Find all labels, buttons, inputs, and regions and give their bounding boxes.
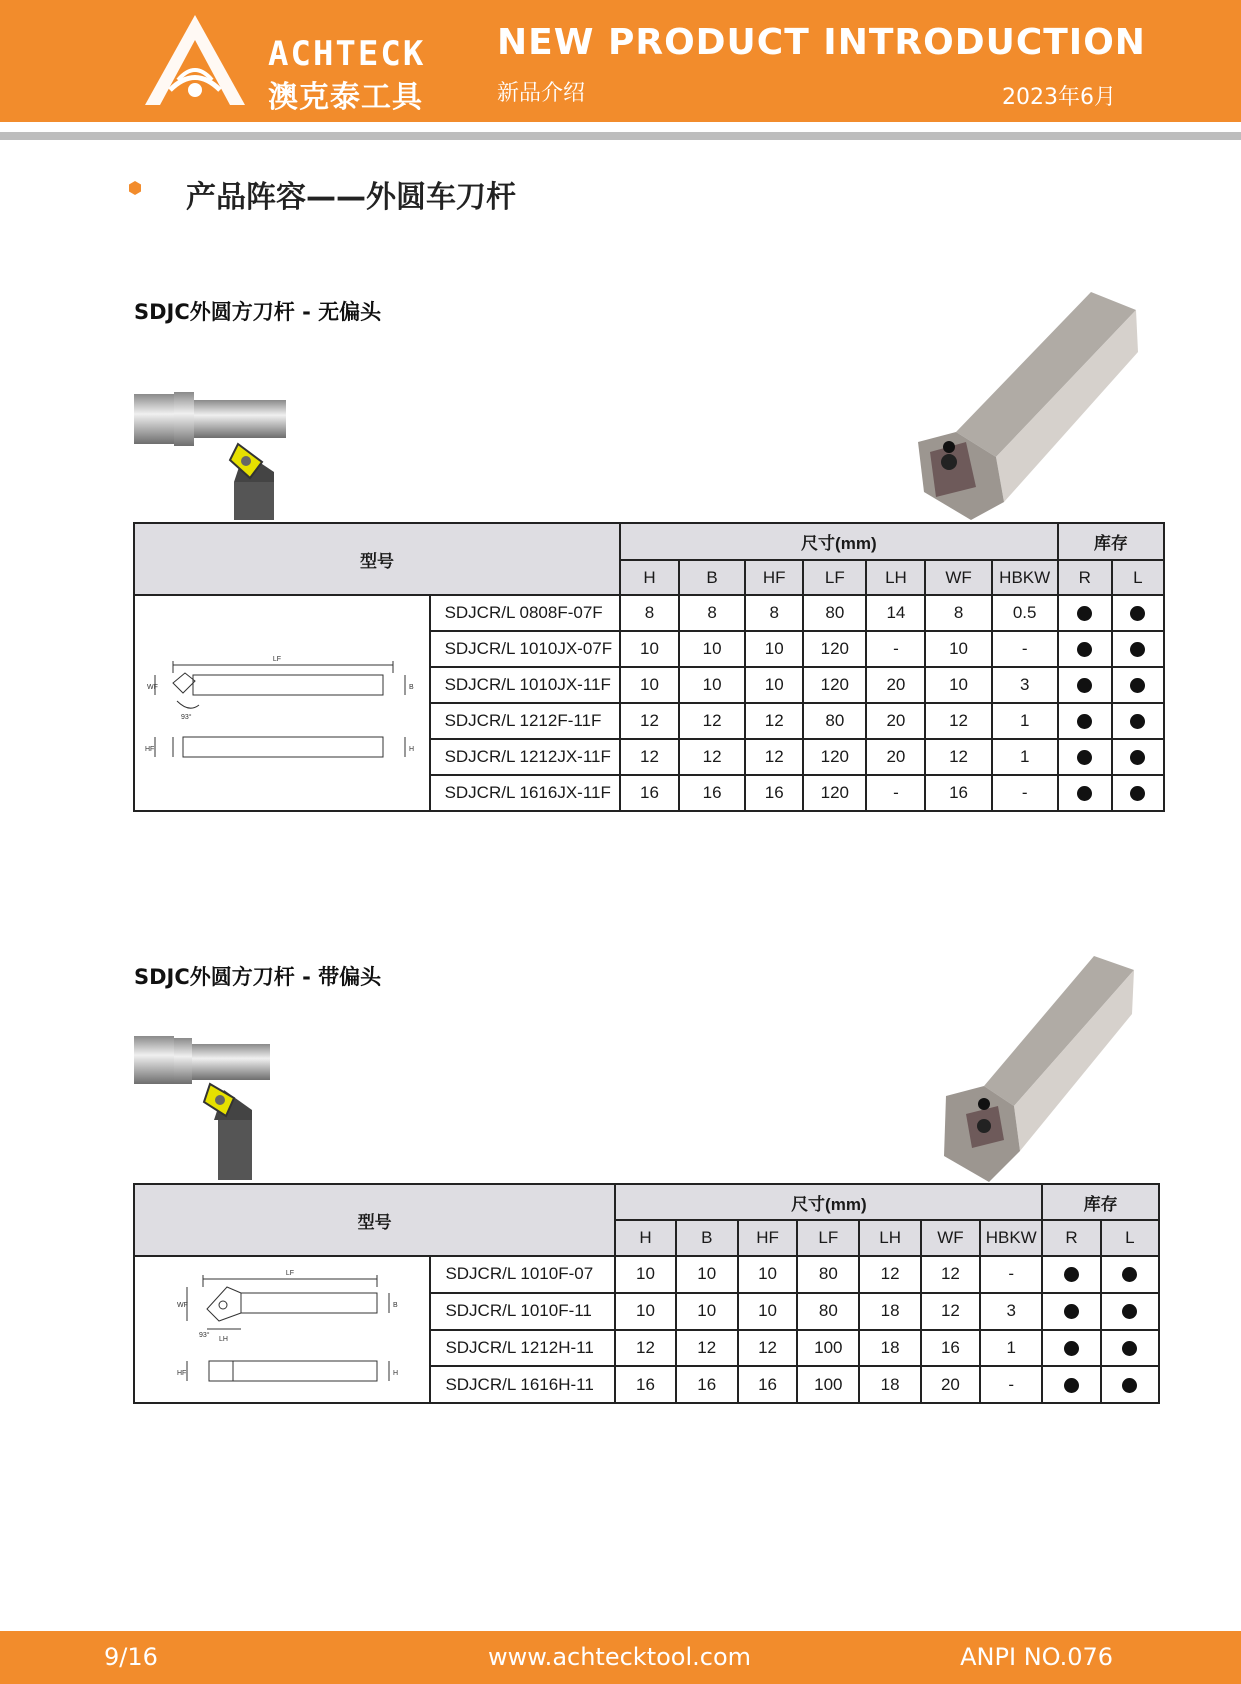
dimension-value: 3 xyxy=(992,667,1058,703)
dimension-drawing-cell-2 xyxy=(134,1256,430,1403)
dimension-value: 80 xyxy=(797,1293,859,1330)
in-stock-dot-icon xyxy=(1122,1341,1137,1356)
table-row xyxy=(134,1256,1159,1293)
model-code: SDJCR/L 1616JX-11F xyxy=(430,775,620,811)
dimension-value: - xyxy=(992,775,1058,811)
label-h-2: H xyxy=(393,1370,399,1377)
stock-cell xyxy=(1042,1366,1100,1403)
dimension-value: 80 xyxy=(797,1256,859,1293)
dimension-value: 12 xyxy=(745,739,803,775)
dimension-value: 8 xyxy=(745,595,803,631)
model-header: 型号 xyxy=(134,523,620,595)
label-h: H xyxy=(408,745,414,753)
stock-cell xyxy=(1058,631,1112,667)
dimension-value: 120 xyxy=(803,739,866,775)
label-b: B xyxy=(408,683,414,691)
dimension-value: 18 xyxy=(859,1330,920,1367)
dimension-value: 12 xyxy=(620,739,679,775)
dimension-value: - xyxy=(980,1256,1042,1293)
toolholder-dimension-drawing-2 xyxy=(137,1257,427,1397)
column-header: R xyxy=(1042,1220,1100,1256)
column-header: HF xyxy=(738,1220,797,1256)
label-angle: 93° xyxy=(180,713,192,721)
section-title: 产品阵容——外圆车刀杆 xyxy=(186,180,516,215)
in-stock-dot-icon xyxy=(1077,678,1092,693)
in-stock-dot-icon xyxy=(1077,786,1092,801)
label-hf: HF xyxy=(144,745,155,753)
dimension-value: 10 xyxy=(620,667,679,703)
in-stock-dot-icon xyxy=(1077,750,1092,765)
column-header: B xyxy=(676,1220,738,1256)
in-stock-dot-icon xyxy=(1064,1304,1079,1319)
dimension-value: 120 xyxy=(803,631,866,667)
label-hf-2: HF xyxy=(177,1370,187,1377)
dimension-value: 12 xyxy=(620,703,679,739)
dimension-value: 16 xyxy=(925,775,991,811)
dimension-value: 0.5 xyxy=(992,595,1058,631)
dimension-value: 8 xyxy=(925,595,991,631)
dimension-value: 10 xyxy=(676,1256,738,1293)
dimension-value: 14 xyxy=(866,595,925,631)
dimension-value: 10 xyxy=(745,631,803,667)
stock-cell xyxy=(1101,1256,1159,1293)
dimension-value: 12 xyxy=(676,1330,738,1367)
brand-name-en: ACHTECK xyxy=(268,34,426,74)
dimension-header-2: 尺寸(mm) xyxy=(615,1184,1042,1220)
stock-cell xyxy=(1042,1256,1100,1293)
dimension-value: 100 xyxy=(797,1366,859,1403)
column-header: HBKW xyxy=(992,560,1058,595)
in-stock-dot-icon xyxy=(1077,642,1092,657)
dimension-value: 10 xyxy=(615,1293,675,1330)
stock-cell xyxy=(1042,1330,1100,1367)
model-code: SDJCR/L 1010F-07 xyxy=(430,1256,615,1293)
dimension-value: 8 xyxy=(679,595,745,631)
dimension-value: 16 xyxy=(921,1330,980,1367)
dimension-value: 10 xyxy=(925,667,991,703)
label-b-2: B xyxy=(393,1302,398,1309)
label-wf: WF xyxy=(146,683,158,691)
stock-cell xyxy=(1112,595,1164,631)
bullet-hexagon-icon xyxy=(128,181,142,195)
column-header: LF xyxy=(797,1220,859,1256)
dimension-value: 10 xyxy=(738,1256,797,1293)
in-stock-dot-icon xyxy=(1122,1304,1137,1319)
dimension-value: 12 xyxy=(921,1293,980,1330)
dimension-value: 10 xyxy=(679,631,745,667)
dimension-value: 12 xyxy=(745,703,803,739)
dimension-value: 12 xyxy=(859,1256,920,1293)
dimension-value: 1 xyxy=(980,1330,1042,1367)
in-stock-dot-icon xyxy=(1130,714,1145,729)
stock-cell xyxy=(1058,667,1112,703)
in-stock-dot-icon xyxy=(1130,606,1145,621)
dimension-value: 16 xyxy=(738,1366,797,1403)
label-lf-2: LF xyxy=(286,1270,295,1277)
in-stock-dot-icon xyxy=(1122,1267,1137,1282)
dimension-header: 尺寸(mm) xyxy=(620,523,1058,560)
spec-table-2 xyxy=(133,1183,1160,1404)
dimension-value: - xyxy=(866,775,925,811)
column-header: WF xyxy=(925,560,991,595)
dimension-value: - xyxy=(992,631,1058,667)
stock-cell xyxy=(1101,1330,1159,1367)
toolholder-photo-2 xyxy=(944,956,1136,1182)
in-stock-dot-icon xyxy=(1122,1378,1137,1393)
stock-cell xyxy=(1042,1293,1100,1330)
dimension-value: 10 xyxy=(615,1256,675,1293)
dimension-value: 1 xyxy=(992,703,1058,739)
model-code: SDJCR/L 1212JX-11F xyxy=(430,739,620,775)
dimension-value: 16 xyxy=(745,775,803,811)
header-divider xyxy=(0,132,1241,140)
in-stock-dot-icon xyxy=(1077,606,1092,621)
in-stock-dot-icon xyxy=(1077,714,1092,729)
dimension-value: 10 xyxy=(745,667,803,703)
stock-cell xyxy=(1058,703,1112,739)
column-header: B xyxy=(679,560,745,595)
column-header: HF xyxy=(745,560,803,595)
brand-name-cn: 澳克泰工具 xyxy=(268,80,423,115)
dimension-value: 12 xyxy=(615,1330,675,1367)
model-code: SDJCR/L 1010F-11 xyxy=(430,1293,615,1330)
toolholder-photo xyxy=(916,292,1142,520)
model-header-2: 型号 xyxy=(134,1184,615,1256)
label-angle-2: 93° xyxy=(199,1332,210,1339)
stock-cell xyxy=(1101,1366,1159,1403)
in-stock-dot-icon xyxy=(1130,642,1145,657)
dimension-value: 10 xyxy=(676,1293,738,1330)
label-lh-2: LH xyxy=(219,1336,229,1343)
turning-application-photo xyxy=(134,392,294,520)
dimension-value: 18 xyxy=(859,1366,920,1403)
dimension-value: 12 xyxy=(925,739,991,775)
dimension-value: 12 xyxy=(925,703,991,739)
stock-cell xyxy=(1112,739,1164,775)
in-stock-dot-icon xyxy=(1130,678,1145,693)
model-code: SDJCR/L 0808F-07F xyxy=(430,595,620,631)
model-code: SDJCR/L 1010JX-11F xyxy=(430,667,620,703)
dimension-value: 12 xyxy=(679,703,745,739)
dimension-value: 8 xyxy=(620,595,679,631)
dimension-value: 10 xyxy=(925,631,991,667)
in-stock-dot-icon xyxy=(1130,750,1145,765)
stock-cell xyxy=(1058,739,1112,775)
dimension-value: 10 xyxy=(738,1293,797,1330)
stock-cell xyxy=(1112,667,1164,703)
stock-cell xyxy=(1112,775,1164,811)
column-header: L xyxy=(1101,1220,1159,1256)
stock-cell xyxy=(1058,775,1112,811)
dimension-value: - xyxy=(866,631,925,667)
spec-table-1 xyxy=(133,522,1165,812)
column-header: LH xyxy=(859,1220,920,1256)
label-lf: LF xyxy=(272,655,281,663)
page-number: 9/16 xyxy=(104,1643,158,1671)
in-stock-dot-icon xyxy=(1064,1378,1079,1393)
dimension-value: 20 xyxy=(866,667,925,703)
dimension-value: 12 xyxy=(921,1256,980,1293)
header-date: 2023年6月 xyxy=(1002,85,1116,110)
dimension-value: 10 xyxy=(620,631,679,667)
dimension-value: 20 xyxy=(866,703,925,739)
table2-title: SDJC外圆方刀杆 - 带偏头 xyxy=(134,965,382,989)
label-wf-2: WF xyxy=(177,1302,189,1309)
dimension-value: 16 xyxy=(679,775,745,811)
dimension-value: 16 xyxy=(620,775,679,811)
column-header: LF xyxy=(803,560,866,595)
dimension-value: 120 xyxy=(803,775,866,811)
column-header: H xyxy=(615,1220,675,1256)
anpi-number: ANPI NO.076 xyxy=(960,1643,1113,1671)
dimension-value: 3 xyxy=(980,1293,1042,1330)
dimension-drawing-cell xyxy=(134,595,430,811)
column-header: WF xyxy=(921,1220,980,1256)
column-header: R xyxy=(1058,560,1112,595)
column-header: L xyxy=(1112,560,1164,595)
model-code: SDJCR/L 1616H-11 xyxy=(430,1366,615,1403)
website-url[interactable]: www.achtecktool.com xyxy=(488,1643,752,1671)
dimension-value: - xyxy=(980,1366,1042,1403)
toolholder-dimension-drawing xyxy=(137,601,427,801)
in-stock-dot-icon xyxy=(1064,1341,1079,1356)
dimension-value: 16 xyxy=(676,1366,738,1403)
stock-header: 库存 xyxy=(1058,523,1164,560)
dimension-value: 1 xyxy=(992,739,1058,775)
stock-cell xyxy=(1112,631,1164,667)
dimension-value: 80 xyxy=(803,703,866,739)
dimension-value: 18 xyxy=(859,1293,920,1330)
column-header: H xyxy=(620,560,679,595)
stock-cell xyxy=(1058,595,1112,631)
table-row xyxy=(134,595,1164,631)
dimension-value: 80 xyxy=(803,595,866,631)
dimension-value: 100 xyxy=(797,1330,859,1367)
column-header: LH xyxy=(866,560,925,595)
stock-cell xyxy=(1112,703,1164,739)
dimension-value: 20 xyxy=(921,1366,980,1403)
stock-cell xyxy=(1101,1293,1159,1330)
dimension-value: 20 xyxy=(866,739,925,775)
model-code: SDJCR/L 1212F-11F xyxy=(430,703,620,739)
turning-application-photo-2 xyxy=(134,1036,274,1180)
in-stock-dot-icon xyxy=(1064,1267,1079,1282)
dimension-value: 12 xyxy=(679,739,745,775)
table1-title: SDJC外圆方刀杆 - 无偏头 xyxy=(134,300,382,324)
header-subtitle: 新品介绍 xyxy=(497,81,586,106)
dimension-value: 12 xyxy=(738,1330,797,1367)
column-header: HBKW xyxy=(980,1220,1042,1256)
model-code: SDJCR/L 1212H-11 xyxy=(430,1330,615,1367)
dimension-value: 10 xyxy=(679,667,745,703)
dimension-value: 120 xyxy=(803,667,866,703)
stock-header-2: 库存 xyxy=(1042,1184,1159,1220)
dimension-value: 16 xyxy=(615,1366,675,1403)
model-code: SDJCR/L 1010JX-07F xyxy=(430,631,620,667)
header-title: NEW PRODUCT INTRODUCTION xyxy=(497,22,1146,63)
in-stock-dot-icon xyxy=(1130,786,1145,801)
